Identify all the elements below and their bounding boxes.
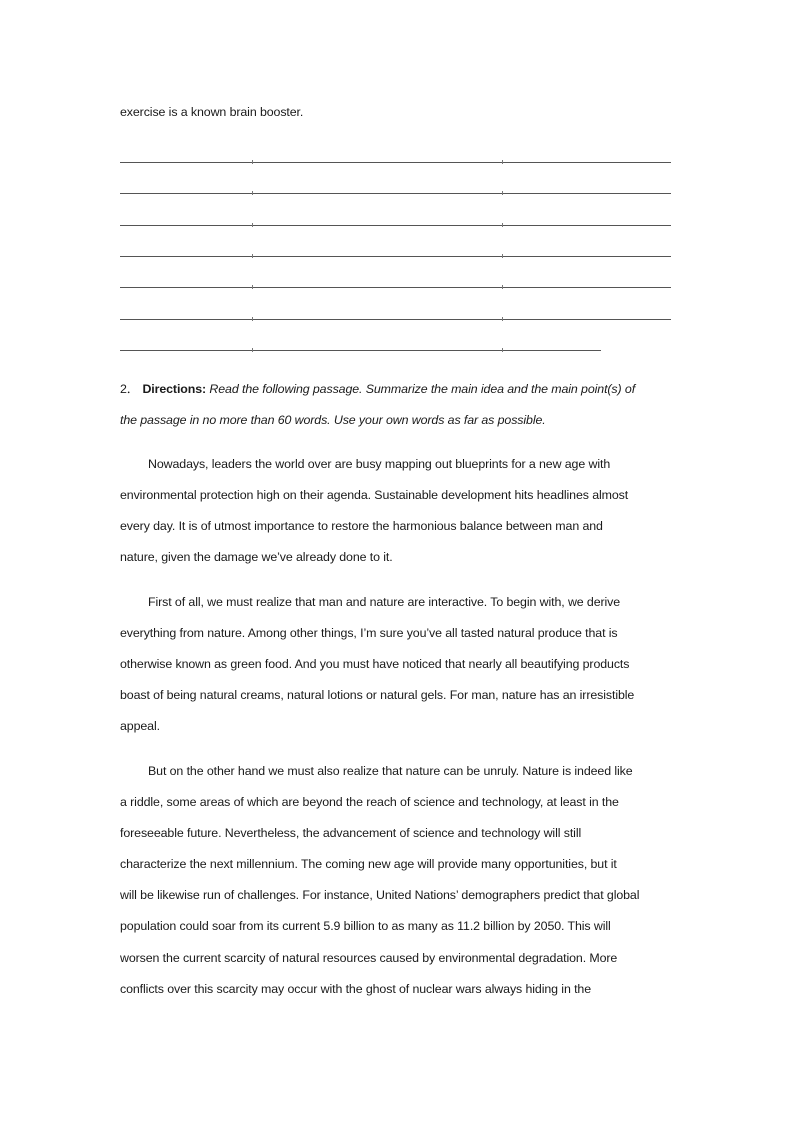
previous-passage-tail: exercise is a known brain booster. bbox=[120, 105, 304, 119]
line-divider bbox=[252, 285, 253, 289]
directions-text-cont: the passage in no more than 60 words. Use your own words as far as possible. bbox=[120, 413, 546, 427]
passage-line: everything from nature. Among other things, I’m sure you’ve all tasted natural produce that is bbox=[120, 626, 618, 640]
question-2-directions bbox=[120, 381, 635, 397]
line-divider bbox=[502, 317, 503, 321]
line-divider bbox=[502, 223, 503, 227]
line-divider bbox=[252, 348, 253, 352]
passage-line: boast of being natural creams, natural lotions or natural gels. For man, nature has an irresistible bbox=[120, 688, 635, 702]
passage-line: otherwise known as green food. And you must have noticed that nearly all beautifying products bbox=[120, 657, 630, 671]
answer-line[interactable] bbox=[120, 193, 671, 194]
line-divider bbox=[502, 285, 503, 289]
line-divider bbox=[252, 191, 253, 195]
line-divider bbox=[502, 348, 503, 352]
answer-line[interactable] bbox=[120, 162, 671, 163]
line-divider bbox=[502, 191, 503, 195]
passage-line: environmental protection high on their agenda. Sustainable development hits headlines almost bbox=[120, 488, 629, 502]
passage-line: will be likewise run of challenges. For instance, United Nations’ demographers predict that global bbox=[120, 888, 640, 902]
passage-line: foreseeable future. Nevertheless, the advancement of science and technology will still bbox=[120, 826, 582, 840]
line-divider bbox=[252, 160, 253, 164]
directions-label: Directions: bbox=[142, 382, 207, 396]
answer-line[interactable] bbox=[120, 256, 671, 257]
passage-line: worsen the current scarcity of natural resources caused by environmental degradation. More bbox=[120, 951, 618, 965]
answer-line[interactable] bbox=[120, 350, 601, 351]
passage-line: a riddle, some areas of which are beyond the reach of science and technology, at least in the bbox=[120, 795, 619, 809]
directions-text: Read the following passage. Summarize the main idea and the main point(s) of bbox=[209, 382, 636, 396]
answer-line[interactable] bbox=[120, 287, 671, 288]
line-divider bbox=[252, 254, 253, 258]
passage-line: But on the other hand we must also realize that nature can be unruly. Nature is indeed like bbox=[148, 764, 633, 778]
passage-line: First of all, we must realize that man and nature are interactive. To begin with, we derive bbox=[148, 595, 621, 609]
line-divider bbox=[252, 317, 253, 321]
passage-line: every day. It is of utmost importance to restore the harmonious balance between man and bbox=[120, 519, 603, 533]
passage-line: nature, given the damage we’ve already done to it. bbox=[120, 550, 393, 564]
answer-line[interactable] bbox=[120, 319, 671, 320]
passage-line: Nowadays, leaders the world over are busy mapping out blueprints for a new age with bbox=[148, 457, 611, 471]
passage-line: characterize the next millennium. The coming new age will provide many opportunities, but it bbox=[120, 857, 617, 871]
line-divider bbox=[502, 160, 503, 164]
line-divider bbox=[502, 254, 503, 258]
passage-line: population could soar from its current 5.9 billion to as many as 11.2 billion by 2050. This will bbox=[120, 919, 611, 933]
answer-line[interactable] bbox=[120, 225, 671, 226]
line-divider bbox=[252, 223, 253, 227]
question-number: 2． bbox=[120, 382, 140, 396]
passage-line: appeal. bbox=[120, 719, 160, 733]
passage-line: conflicts over this scarcity may occur with the ghost of nuclear wars always hiding in the bbox=[120, 982, 591, 996]
